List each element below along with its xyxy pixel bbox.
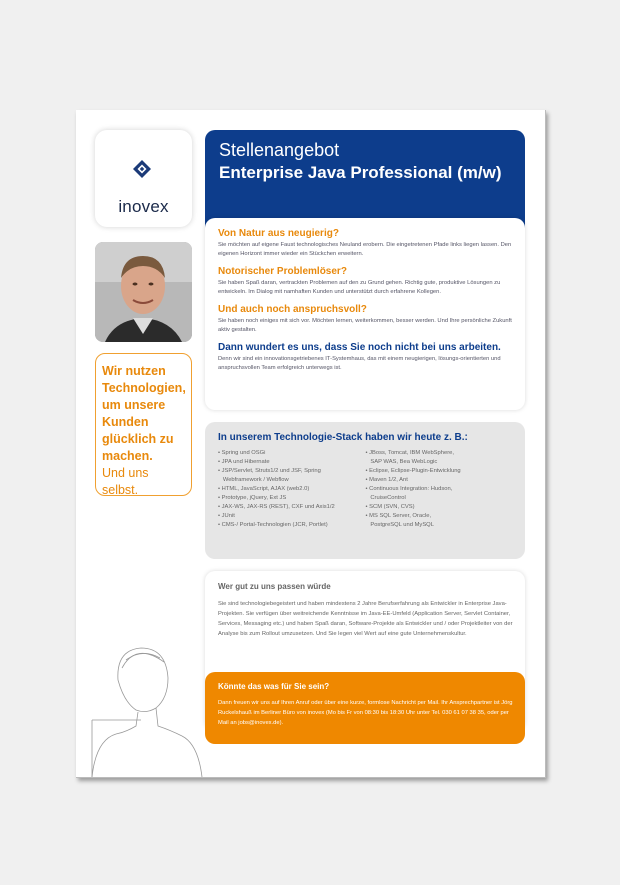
section-heading: Und auch noch anspruchsvoll? (218, 304, 367, 315)
list-item: • CMS-/ Portal-Technologien (JCR, Portlet) (218, 522, 328, 528)
header-title: Enterprise Java Professional (m/w) (219, 163, 502, 182)
list-item: • JAX-WS, JAX-RS (REST), CXF und Axis1/2 (218, 504, 335, 510)
list-item: • Prototype, jQuery, Ext JS (218, 495, 287, 501)
list-item: • Maven 1/2, Ant (365, 477, 408, 483)
job-ad-page (76, 110, 546, 778)
section-text: Sie möchten auf eigene Faust technologisches Neuland erobern. Die eingetretenen Pfade links liegen lassen. Den eigenen Horizont immer wieder ein Stückchen erweitern. (218, 242, 512, 257)
section-text: Sie haben noch einiges mit sich vor. Möchten lernen, weiterkommen, besser werden. Und Ihre persönliche Zukunft aktiv gestalten. (218, 318, 512, 333)
quote-light-text: Und uns selbst. (102, 466, 149, 497)
intro-card (205, 218, 525, 410)
list-item: • JSP/Servlet, Struts1/2 und JSF, Spring (218, 468, 321, 474)
logo-text: inovex (118, 197, 169, 216)
quote-bold-text: Wir nutzen Technologien, um unsere Kunden glücklich zu machen. (102, 364, 186, 463)
list-item: • Continuous Integration: Hudson, (365, 486, 453, 492)
contact-text: Dann freuen wir uns auf Ihren Anruf oder über eine kurze, formlose Nachricht per Mail. Ihr Ansprechpartner ist Jörg Ruckelshauß im Berliner Büro von inovex (Mo bis Fr von 08:30 bis 18:30 Uhr unter Tel. 030 61 07 38 35, oder per Mail an jobs@inovex.de). (218, 700, 513, 726)
list-item: • JBoss, Tomcat, IBM WebSphere, (365, 450, 454, 456)
list-item: • HTML, JavaScript, AJAX (web2.0) (218, 486, 310, 492)
list-item: SAP WAS, Bea WebLogic (365, 459, 438, 465)
list-item: • Eclipse, Eclipse-Plugin-Entwicklung (365, 468, 461, 474)
section-heading: Notorischer Problemlöser? (218, 266, 347, 277)
list-item: • JUnit (218, 513, 235, 519)
header-subtitle: Stellenangebot (219, 140, 340, 160)
tech-stack-card (205, 422, 525, 559)
section-text: Denn wir sind ein innovationsgetriebenes IT-Systemhaus, das mit einem neugierigen, lösungs-orientierten und anspruchsvollen Team erfolgreich unterwegs ist. (218, 356, 501, 371)
section-heading: Von Natur aus neugierig? (218, 228, 339, 239)
quote-box (95, 353, 192, 496)
section-heading: Dann wundert es uns, dass Sie noch nicht bei uns arbeiten. (218, 342, 501, 353)
list-item: • MS SQL Server, Oracle, (365, 513, 432, 519)
inovex-diamond-icon (133, 160, 151, 178)
contact-card (205, 672, 525, 744)
contact-heading: Könnte das was für Sie sein? (218, 682, 330, 691)
list-item: CruiseControl (365, 495, 406, 501)
profile-heading: Wer gut zu uns passen würde (218, 582, 331, 591)
person-sketch-illustration (86, 640, 206, 777)
list-item: • JPA und Hibernate (218, 459, 270, 465)
logo-box (95, 130, 192, 227)
list-item: • SCM (SVN, CVS) (365, 504, 415, 510)
section-text: Sie haben Spaß daran, vertrackten Problemen auf den zu Grund gehen. Richtig gute, produktive Lösungen zu entwickeln. Im Dialog mit namhaften Kunden und unterstützt durch erfahrene Kollegen. (218, 280, 501, 295)
list-item: PostgreSQL und MySQL (365, 522, 434, 528)
employee-photo (95, 242, 192, 342)
tech-list-right (366, 449, 514, 530)
profile-text: Sie sind technologiebegeistert und haben mindestens 2 Jahre Berufserfahrung als Entwickler in Enterprise Java-Projekten. Sie verfügen über weitreichende Kenntnisse im Java-EE-Umfeld (Application Server, Servlet Container, Services, Messaging etc.) und haben Spaß daran, Software-Projekte als Entwickler und / oder Projektleiter von der Analyse bis zum Rollout umzusetzen. Und Sie legen viel Wert auf eine gute Unternehmenskultur. (218, 601, 513, 637)
tech-list-left (218, 449, 366, 530)
tech-heading: In unserem Technologie-Stack haben wir heute z. B.: (218, 432, 468, 443)
list-item: • Spring und OSGi (218, 450, 266, 456)
list-item: Webframework / Webflow (218, 477, 289, 483)
